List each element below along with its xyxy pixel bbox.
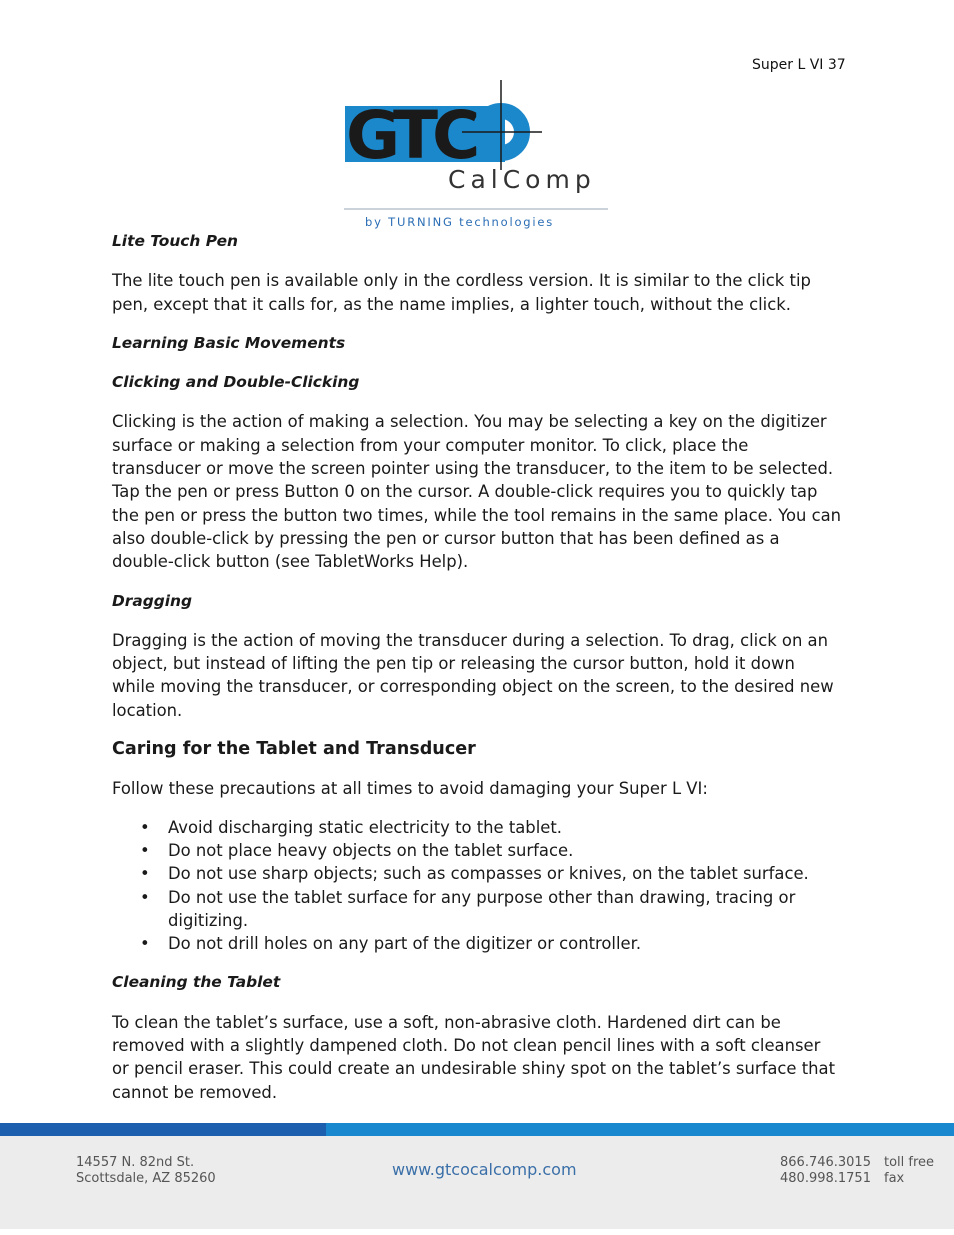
paragraph-dragging: Dragging is the action of moving the transducer during a selection. To drag, click on an object, but instead of lifting the pen tip or releasing the cursor button, hold it down while moving the transducer, or corresponding object on the screen, to the desired new location. (112, 630, 834, 720)
logo-tagline: by TURNING technologies (365, 215, 555, 229)
footer-phone-toll-free: 866.746.3015 (780, 1155, 871, 1170)
footer-toll-free-label: toll free (884, 1155, 935, 1170)
logo-letters: GTC (346, 97, 475, 174)
list-item: • Do not use sharp objects; such as compasses or knives, on the tablet surface. (168, 862, 842, 885)
precautions-list (112, 816, 842, 956)
list-item: • Do not use the tablet surface for any purpose other than drawing, tracing or digitizing. (168, 886, 842, 933)
list-item: • Do not drill holes on any part of the digitizer or controller. (168, 932, 842, 955)
heading-caring: Caring for the Tablet and Transducer (112, 739, 476, 760)
footer-fax-label: fax (884, 1171, 905, 1186)
heading-cleaning: Cleaning the Tablet (112, 973, 281, 992)
footer-bar-dark (0, 1123, 326, 1136)
heading-learning-basic-movements: Learning Basic Movements (112, 333, 346, 352)
paragraph-lite-touch-pen: The lite touch pen is available only in the cordless version. It is similar to the click tip pen, except that it calls for, as the name implies, a lighter touch, without the click. (112, 271, 811, 314)
paragraph-caring-intro: Follow these precautions at all times to avoid damaging your Super L VI: (112, 779, 708, 799)
heading-lite-touch-pen: Lite Touch Pen (112, 232, 238, 250)
footer-website-link[interactable]: www.gtcocalcomp.com (392, 1160, 577, 1179)
footer-address-line2: Scottsdale, AZ 85260 (76, 1171, 216, 1186)
logo-calcomp-text: CalComp (448, 165, 596, 194)
footer-bar-light (326, 1123, 954, 1136)
list-item: • Avoid discharging static electricity to the tablet. (168, 816, 842, 839)
footer-phone-labels (884, 1155, 934, 1187)
footer-phone-numbers (780, 1155, 871, 1187)
footer-address (76, 1155, 216, 1187)
heading-clicking: Clicking and Double-Clicking (112, 373, 360, 392)
paragraph-cleaning: To clean the tablet’s surface, use a soft, non-abrasive cloth. Hardened dirt can be removed with a slightly dampened cloth. Do not clean pencil lines with a soft cleanser or pencil eraser. This could create an undesirable shiny spot on the tablet’s surface that cannot be removed. (112, 1012, 835, 1102)
list-item: • Do not place heavy objects on the tablet surface. (168, 839, 842, 862)
gtco-calcomp-logo (344, 78, 610, 232)
page-number-label: Super L VI 37 (752, 57, 846, 73)
footer-phone-fax: 480.998.1751 (780, 1171, 871, 1186)
paragraph-clicking: Clicking is the action of making a selection. You may be selecting a key on the digitizer surface or making a selection from your computer monitor. To click, place the transducer or move the screen pointer using the transducer, to the item to be selected. Tap the pen or press Button 0 on the cursor. A double-click requires you to quickly tap the pen or press the button two times, while the tool remains in the same place. You can also double-click by pressing the pen or cursor button that has been defined as a double-click button (see TabletWorks Help). (112, 412, 842, 572)
main-content (112, 230, 842, 1104)
heading-dragging: Dragging (112, 591, 193, 610)
footer-address-line1: 14557 N. 82nd St. (76, 1155, 195, 1170)
page-footer (0, 1123, 954, 1229)
